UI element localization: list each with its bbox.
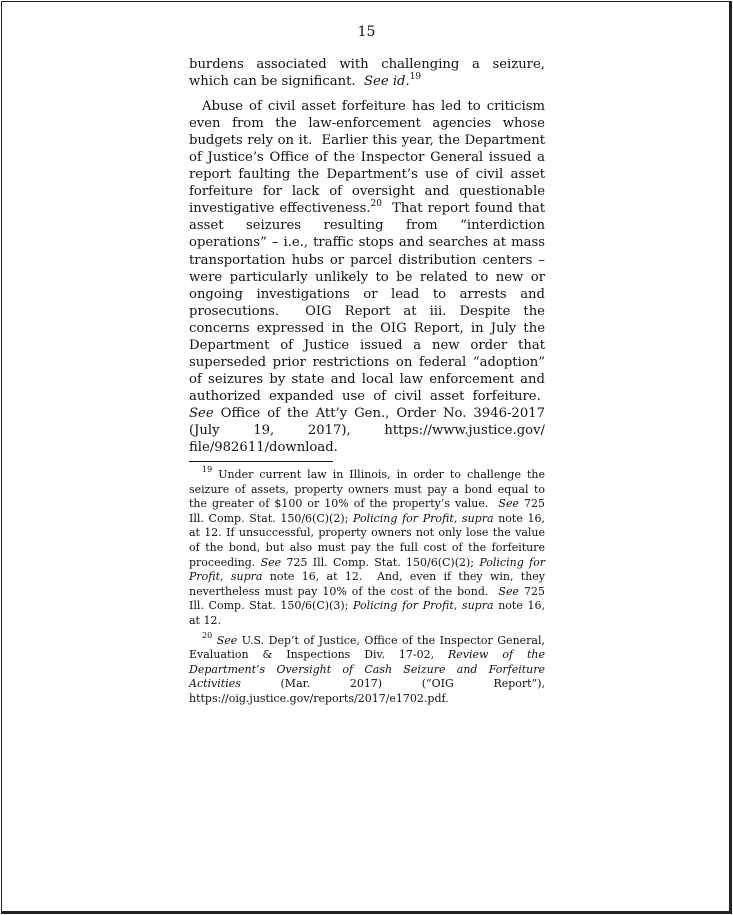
footnote-text: 725 Ill. Comp. Stat. 150/6(C)(2); — [189, 497, 545, 525]
paragraph-text: Office of the Att’y Gen., Order No. 3946-2017 (July 19, 2017), https://www.justice.gov/ file/982611/download. — [189, 405, 545, 456]
paragraph-continued — [189, 56, 545, 90]
footnotes — [189, 465, 546, 707]
body-text — [189, 56, 545, 456]
footnote-20 — [189, 630, 545, 707]
footnote-text: 725 Ill. Comp. Stat. 150/6(C)(3); — [189, 584, 545, 613]
footnote-text: note 16, at 12. — [189, 599, 545, 627]
footnote-text: Under current law in Illinois, in order to challenge the seizure of assets, property owners must pay a bond equal to the greater of $100 or 10% of the property’s value. — [189, 468, 545, 511]
citation-signal: See — [189, 405, 214, 421]
footnote-ref-20: 20 — [370, 198, 382, 209]
footnote-italic: See — [260, 555, 282, 569]
citation-signal: See id. — [364, 74, 410, 90]
footnote-text: note 16, at 12. And, even if they win, they nevertheless must pay 10% of the cost of the bond. — [189, 570, 546, 598]
footnote-text: 725 Ill. Comp. Stat. 150/6(C)(2); — [281, 555, 480, 569]
footnote-italic: Review of the Department’s Oversight of Cash Seizure and Forfeiture Activities — [189, 648, 545, 691]
footnote-ref-19: 19 — [409, 71, 422, 82]
footnote-divider — [189, 461, 333, 462]
footnote-number: 19 — [202, 465, 213, 475]
paragraph — [189, 98, 545, 456]
paragraph-text: Abuse of civil asset forfeiture has led to criticism even from the law-enforcement agencies whose budgets rely on it. Earlier this year, the Department of Justice’s Office of the Inspector General issued a report faulting the Department’s use of civil asset forfeiture for lack of oversight and questionable investigative effectiveness. — [189, 99, 545, 217]
footnote-text: note 16, at 12. If unsuccessful, property owners not only lose the value of the bond, but also must pay the full cost of the forfeiture proceeding. — [189, 511, 545, 569]
footnote-text: (Mar. 2017) (“OIG Report”), https://oig.justice.gov/reports/2017/e1702.pdf. — [189, 677, 545, 705]
footnote-italic: Policing for Profit, supra — [353, 599, 494, 613]
paragraph-text: burdens associated with challenging a seizure, which can be significant. — [189, 57, 545, 90]
footnote-italic: See — [498, 497, 519, 511]
footnote-text: U.S. Dep’t of Justice, Office of the Inspector General, Evaluation & Inspections Div. 17-02, — [189, 633, 545, 662]
footnote-number: 20 — [202, 630, 213, 640]
footnote-italic: See — [216, 633, 238, 647]
page-number: 15 — [357, 24, 376, 40]
footnote-italic: Policing for Profit, supra — [353, 511, 494, 525]
footnote-italic: See — [498, 584, 519, 598]
footnote-italic: Policing for Profit, supra — [189, 555, 545, 584]
paragraph-text: That report found that asset seizures resulting from “interdiction operations” – i.e., traffic stops and searches at mass transportation hubs or parcel distribution centers – were particularly unlikely to be related to new or ongoing investigations or lead to arrests and prosecutions. OIG Report at iii. Despite the concerns expressed in the OIG Report, in July the Department of Justice issued a new order that superseded prior restrictions on federal “adoption” of seizures by state and local law enforcement and authorized expanded use of civil asset forfeiture. — [189, 201, 545, 404]
footnote-19 — [189, 465, 546, 629]
